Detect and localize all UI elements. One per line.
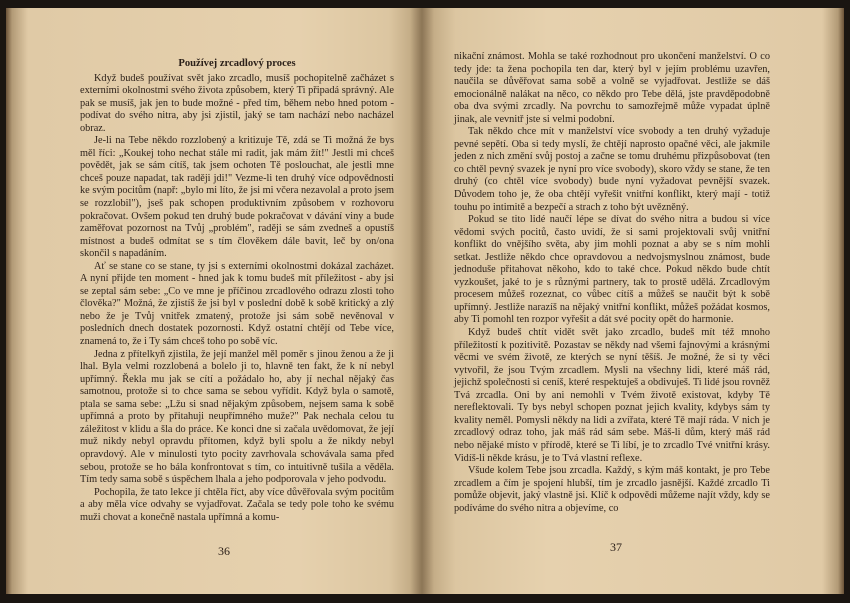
paragraph: nikační známost. Mohla se také rozhodnout pro ukončení manželství. O co tedy jde: ta žena pochopila ten dar, který byl v jejím problému uzavřen, naučila se důvěřovat sama sobě a volně se vyjadřovat. Jestliže se dáš emocionálně nalákat na něco, co někdo pro Tebe dělá, jste pravděpodobně oba dva svými zrcadly. Na povrchu to samozřejmě může vypadat úplně jinak, ale vevnitř jste si velmi podobní. xyxy=(454,51,770,125)
paragraph: Pochopila, že tato lekce jí chtěla říct, aby více důvěřovala svým pocitům a aby měla více odvahy se vyjadřovat. Začala se tedy pole toho ke svému muži chovat a konečně nastala upřímná a komu- xyxy=(80,486,394,523)
right-page xyxy=(422,8,844,594)
paragraph: Je-li na Tebe někdo rozzlobený a kritizuje Tě, zdá se Ti možná že bys měl říci: „Koukej toho nechat stále mi radit, jak mám žít!" Jestli mi chceš povědět, jak se sám cítíš, tak jsem ochoten Tě poslouchat, ale jestli mne chceš pouze napadat, tak raději jdi!" Vezme-li ten druhý více odpovědnosti ke svým pocitům (např: „bylo mi líto, že jsi mi včera nezavolal a proto jsem se rozzlobil"), jseš pak schopen produktivním způsobem v rozhovoru pokračovat. Ovšem pokud ten druhý bude pokračovat v dávání viny a bude zaměřovat pozornost na Tvůj „problém", raději se sám zvedneš a opustíš místnost a budeš odmítat se s tím člověkem dále bavit, leč by on/ona skončil s napadáním. xyxy=(80,135,394,260)
paragraph: Jedna z přítelkyň zjistila, že její manžel měl poměr s jinou ženou a že ji lhal. Byla velmi rozzlobená a bolelo ji to, hlavně ten fakt, že k ní nebyl upřímný. Řekla mu jak se cítí a požádalo ho, aby jí nechal nějaký čas samotnou, protože si to chce sama se sebou vyřídit. Když byla o samotě, ptala se sama sebe: „Lžu si snad nějakým způsobem, nejsem sama k sobě upřímná a proto by přitahuji neupřímného muže?" Pak nechala celou tu záležitost v klidu a šla do práce. Ke konci dne si začala uvědomovat, že její muž nikdy nebyl opravdu přítomen, když byli spolu a že nikdy nebyl opravdový. Ale v minulosti tyto pocity zavrhovala schovávala sama před sebou, protože se ho bála konfrontovat s tím, co intuitivně tušila a věděla. Tím tedy sama sobě s úspěchem lhala a jeho podporovala v jeho podvodu. xyxy=(80,348,394,486)
left-page-text xyxy=(80,58,394,524)
book-spread xyxy=(6,8,844,596)
page-number: 36 xyxy=(218,544,230,558)
paragraph: Ať se stane co se stane, ty jsi s externími okolnostmi dokázal zacházet. A nyní přijde ten moment - hned jak k tomu budeš mít příležitost - aby jsi se zeptal sám sebe: „Co ve mne je příčinou zrcadlového odrazu zlosti toho člověka?" Možná, že zjistíš že jsi byl v poslední době k sobě kritický a zlý nebo že je Tvůj vnitřek zmatený, protože jsi sám sobě nevěnoval v posledních dnech dostatek pozornosti. Když ostatní chtějí od Tebe více, znamená to, že i Ty sám chceš toho po sobě víc. xyxy=(80,260,394,348)
paragraph: Když budeš používat svět jako zrcadlo, musíš pochopitelně začházet s externími okolnostmi svého života způsobem, který Ti připadá správný. Ale pak se musíš, jak jen to bude možné - před tím, během nebo hned potom - podívat do svého nitra, aby jsi zjistil, jaký se tam nachází nebo nacházel obraz. xyxy=(80,72,394,134)
paragraph: Tak někdo chce mít v manželství více svobody a ten druhý vyžaduje pevné sepětí. Oba si tedy myslí, že chtějí naprosto opačné věci, ale jakmile jeden z nich změní svůj postoj a začne se tomu druhému přizpůsobovat (ten co chtěl pevný svazek je nyní pro více svobody), skoro vždy se stane, že ten druhý (co chtěl více svobody) bude nyní vyžadovat pevnější svazek. Důvodem toho je, že oba chtějí vyřešit vnitřní konflikt, který mají - totiž touhu po intimitě a bezpečí a strach z toho být uvězněný. xyxy=(454,126,770,213)
paragraph: Když budeš chtít vidět svět jako zrcadlo, budeš mít též mnoho příležitostí k pozitivitě. Pozastav se někdy nad všemi fajnovými a krásnými věcmi ve svém životě, ze kterých se nyní těšíš. Je možné, že si ty věci vytvořil, že jsou Tvým zrcadlem. Mysli na všechny lidi, které máš rád, jejichž společnosti si ceníš, které respektuješ a obdivuješ. Ti lidé jsou rovněž Tvá zrcadla. Oni by ani nemohli v Tvém životě existovat, kdyby Tě nereflektovali. Ty bys nebyl schopen poznat jejich kvality, kdybys sám ty kvality neměl. Pomysli někdy na lidi a zvířata, které Tě mají ráda. V nich je zrcadlový odraz toho, jak máš rád sám sebe. Máš-li dům, který máš rád nebo nějaké místo v přírodě, které se Ti líbí, je to zrcadlo Tvé vnitřní krásy. Vidíš-li někde krásu, je to Tvá vlastní reflexe. xyxy=(454,327,770,464)
book-gutter xyxy=(410,8,434,594)
chapter-heading: Používej zrcadlový proces xyxy=(178,58,296,69)
paragraph: Pokud se tito lidé naučí lépe se dívat do svého nitra a budou si více vědomi svých pocitů, často uvidí, že si sami projektovali svůj vnitřní konflikt do vnějšího světa, aby jim mohli poznat a aby se s ním mohli setkat. Jestliže někdo chce opravdovou a nedvojsmyslnou známost, bude jednoduše přitahovat někoho, kdo to také chce. Pokud někdo bude chtít vyzkoušet, jaké to je s různými partnery, tak to prostě udělá. Zrcadlovým procesem můžeš rozeznat, co vůbec cítíš a můžeš se naučit být k sobě upřímný. Jestliže narazíš na nějaký vnitřní konflikt, můžeš požádat kosmos, aby Ti pomohl ten rozpor vyřešit a dát své pocity opět do harmonie. xyxy=(454,214,770,326)
page-number: 37 xyxy=(610,540,622,554)
right-page-text xyxy=(454,51,770,515)
paragraph: Všude kolem Tebe jsou zrcadla. Každý, s kým máš kontakt, je pro Tebe zrcadlem a čím je spojení hlubší, tím je zrcadlo jasnější. Každé zrcadlo Ti pomůže objevit, jaký vlastně jsi. Klíč k odpovědi můžeme najít vždy, kdy se podíváme do svého nitra a objevíme, co xyxy=(454,465,770,514)
left-page xyxy=(6,8,422,594)
